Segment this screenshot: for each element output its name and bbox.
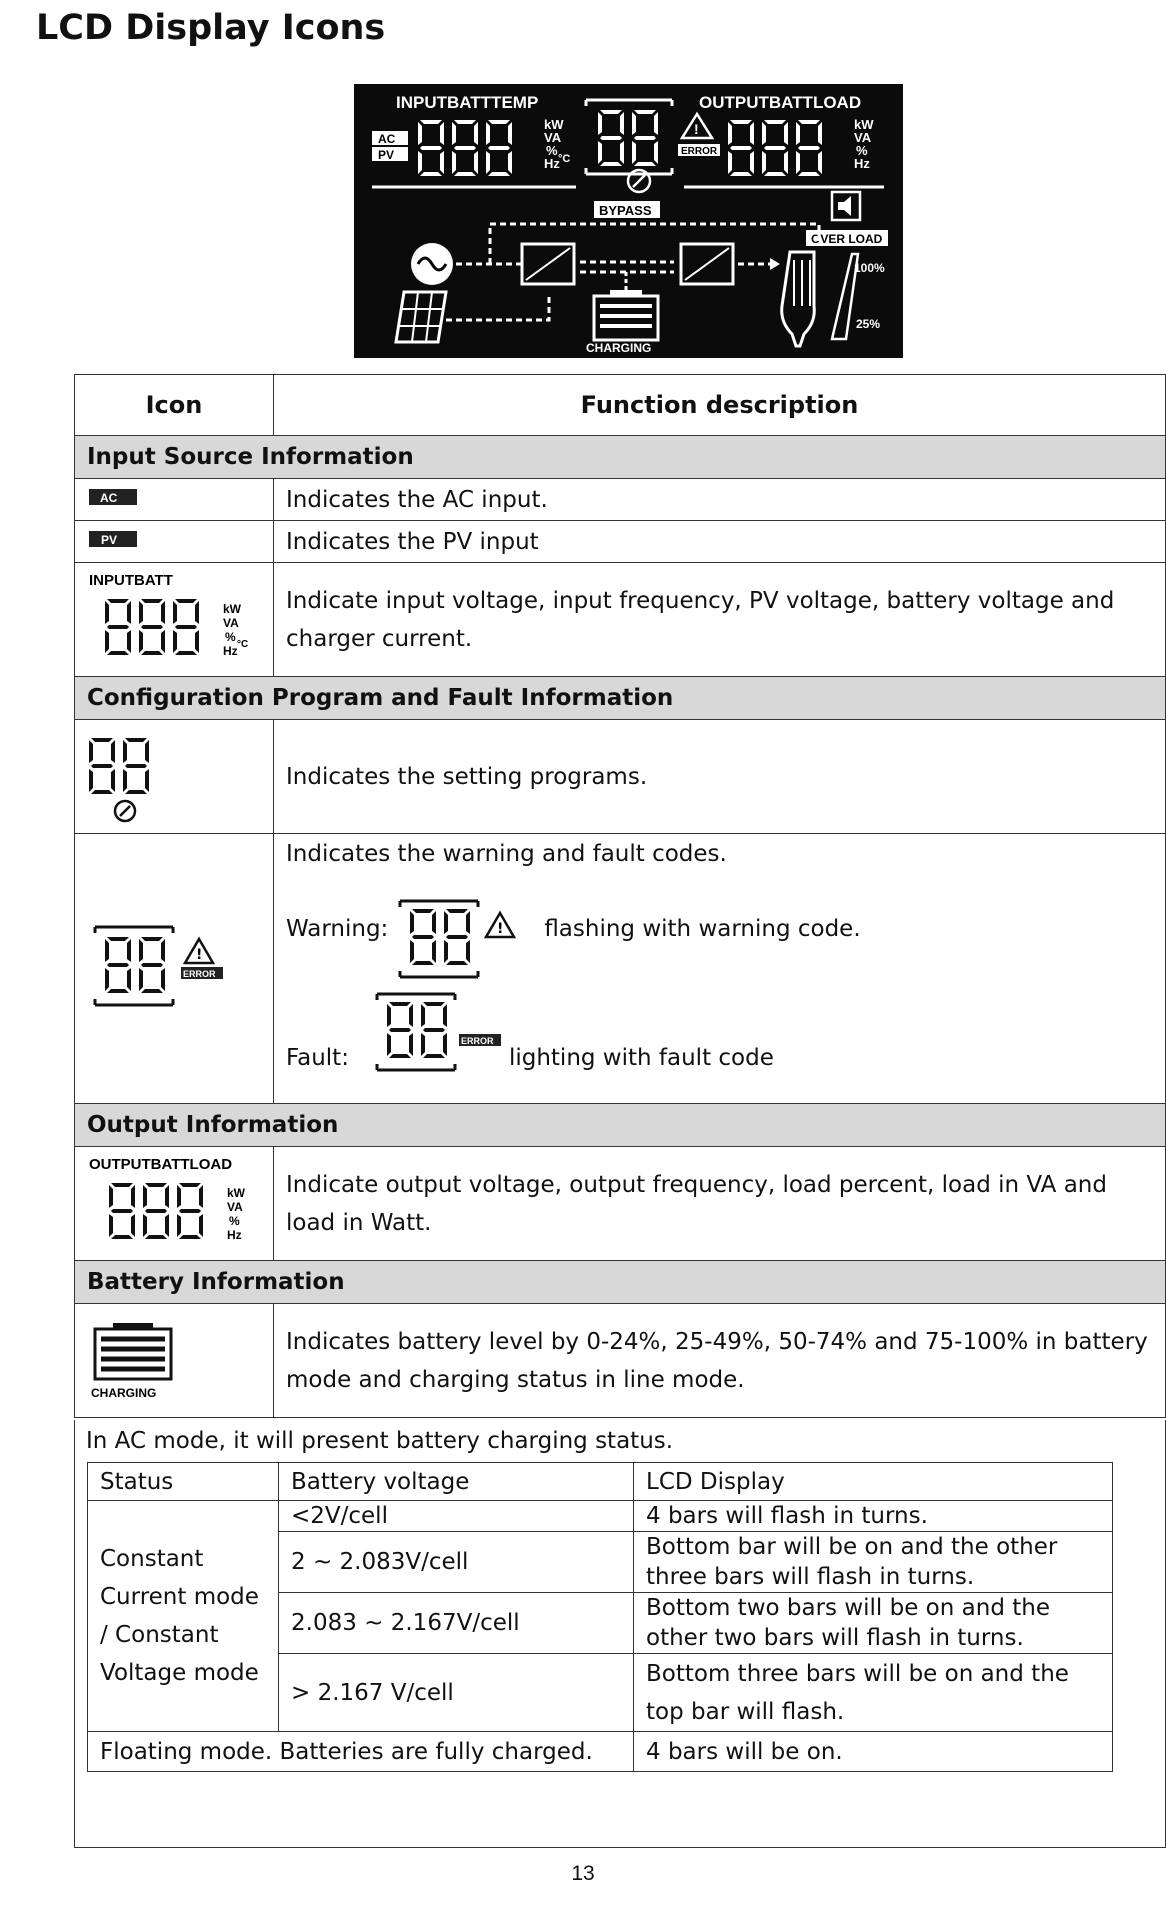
page-number: 13 [571,1862,595,1885]
lcd-output-digits [728,120,822,176]
bat-header-voltage: Battery voltage [279,1463,634,1501]
lcd-unit-hz: Hz [544,156,560,171]
page-title: LCD Display Icons [36,8,386,48]
pv-badge-text: PV [101,532,118,547]
input-display-icon [87,567,267,667]
fault-tail: lighting with fault code [508,1045,774,1071]
section-output: Output Information [75,1104,1166,1147]
bat-float-display: 4 bars will be on. [634,1732,1113,1772]
ac-mode-note: In AC mode, it will present battery charging status. [86,1428,674,1454]
setting-description: Indicates the setting programs. [274,720,1166,834]
warning-label: Warning: [286,916,389,942]
ac-icon-cell [75,479,274,521]
bat-display-1: 4 bars will flash in turns. [634,1501,1113,1532]
output-hz: Hz [227,1227,242,1242]
warning-line [286,884,1153,974]
bat-header-display: LCD Display [634,1463,1113,1501]
warning-intro: Indicates the warning and fault codes. [286,841,727,867]
header-function-description: Function description [274,375,1166,436]
lcd-input-label: INPUTBATTTEMP [396,93,539,112]
bat-display-3: Bottom two bars will be on and the other two bars will flash in turns. [634,1593,1113,1654]
lcd-unit-pct: % [546,143,558,158]
setting-digits-icon [85,724,175,824]
output-description: Indicate output voltage, output frequency, load percent, load in VA and load in Watt. [274,1147,1166,1261]
bat-voltage-1: <2V/cell [279,1501,634,1532]
battery-icon-cell [75,1304,274,1418]
svg-text:!: ! [497,921,504,937]
lcd-ac: AC [378,132,396,146]
output-va: VA [227,1199,243,1214]
lcd-out-kw: kW [854,117,874,132]
icon-function-table [74,374,1166,1418]
bat-header-status: Status [88,1463,279,1501]
pv-icon-cell [75,521,274,563]
pv-badge-icon [89,529,149,549]
solar-panel-icon [396,292,446,342]
bat-display-4: Bottom three bars will be on and the top bar will flash. [634,1654,1113,1732]
battery-description: Indicates battery level by 0-24%, 25-49%, 50-74% and 75-100% in battery mode and charging status in line mode. [274,1304,1166,1418]
fault-digits-icon [369,990,509,1074]
lcd-pv: PV [378,148,395,162]
lcd-unit-va: VA [544,130,562,145]
lcd-out-pct: % [856,143,868,158]
lcd-out-va: VA [854,130,872,145]
inputbatt-va: VA [223,615,239,630]
lcd-overload: OVER LOAD [811,232,883,246]
setting-icon-cell [75,720,274,834]
ac-description: Indicates the AC input. [274,479,1166,521]
lcd-panel-image [354,84,903,358]
inputbatt-hz: Hz [223,643,238,658]
inputbatt-kw: kW [223,601,241,616]
inputbatt-label: INPUTBATT [89,571,173,589]
warning-error-text: ERROR [183,968,216,979]
lcd-program-digits [598,110,658,166]
section-input-source: Input Source Information [75,436,1166,479]
battery-charging-table [87,1462,1113,1772]
svg-text:!: ! [694,121,699,137]
lcd-error: ERROR [681,146,718,157]
warning-icon-cell [75,834,274,1104]
lcd-100: 100% [854,261,885,275]
warning-fault-description [274,834,1166,1104]
bat-display-2: Bottom bar will be on and the other three bars will flash in turns. [634,1532,1113,1593]
section-battery: Battery Information [75,1261,1166,1304]
inputbatt-c: °C [237,638,249,650]
fault-label: Fault: [286,1045,349,1071]
lcd-charging: CHARGING [586,341,652,355]
lcd-input-digits [418,120,512,176]
battery-charging-text: CHARGING [91,1385,157,1400]
output-kw: kW [227,1185,245,1200]
ac-badge-text: AC [100,490,118,505]
warning-tail: flashing with warning code. [544,916,861,942]
bat-status-cc: Constant Current mode / Constant Voltage mode [88,1501,279,1732]
lcd-bypass: BYPASS [599,203,652,218]
lcd-out-hz: Hz [854,156,870,171]
ac-badge-icon [89,487,149,507]
output-label: OUTPUTBATTLOAD [89,1155,233,1173]
warning-digits-icon [392,895,532,979]
svg-text:!: ! [196,946,203,963]
fault-error-text: ERROR [460,1036,494,1046]
lcd-unit-c: °C [558,153,571,165]
inputbatt-icon-cell [75,563,274,677]
output-display-icon [87,1151,267,1251]
fault-line [286,974,1153,1080]
bat-voltage-2: 2 ~ 2.083V/cell [279,1532,634,1593]
pv-description: Indicates the PV input [274,521,1166,563]
bat-float-status: Floating mode. Batteries are fully charged. [88,1732,634,1772]
lcd-unit-kw: kW [544,117,564,132]
lcd-25: 25% [856,317,881,331]
bat-voltage-3: 2.083 ~ 2.167V/cell [279,1593,634,1654]
output-icon-cell [75,1147,274,1261]
header-icon: Icon [75,375,274,436]
warning-error-digits-icon [87,921,237,1011]
battery-charging-icon [89,1313,209,1403]
inputbatt-description: Indicate input voltage, input frequency, PV voltage, battery voltage and charger current. [274,563,1166,677]
lcd-output-label: OUTPUTBATTLOAD [699,93,862,112]
bat-voltage-4: > 2.167 V/cell [279,1654,634,1732]
inputbatt-pct: % [225,629,236,644]
section-config-fault: Configuration Program and Fault Information [75,677,1166,720]
output-pct: % [229,1213,240,1228]
